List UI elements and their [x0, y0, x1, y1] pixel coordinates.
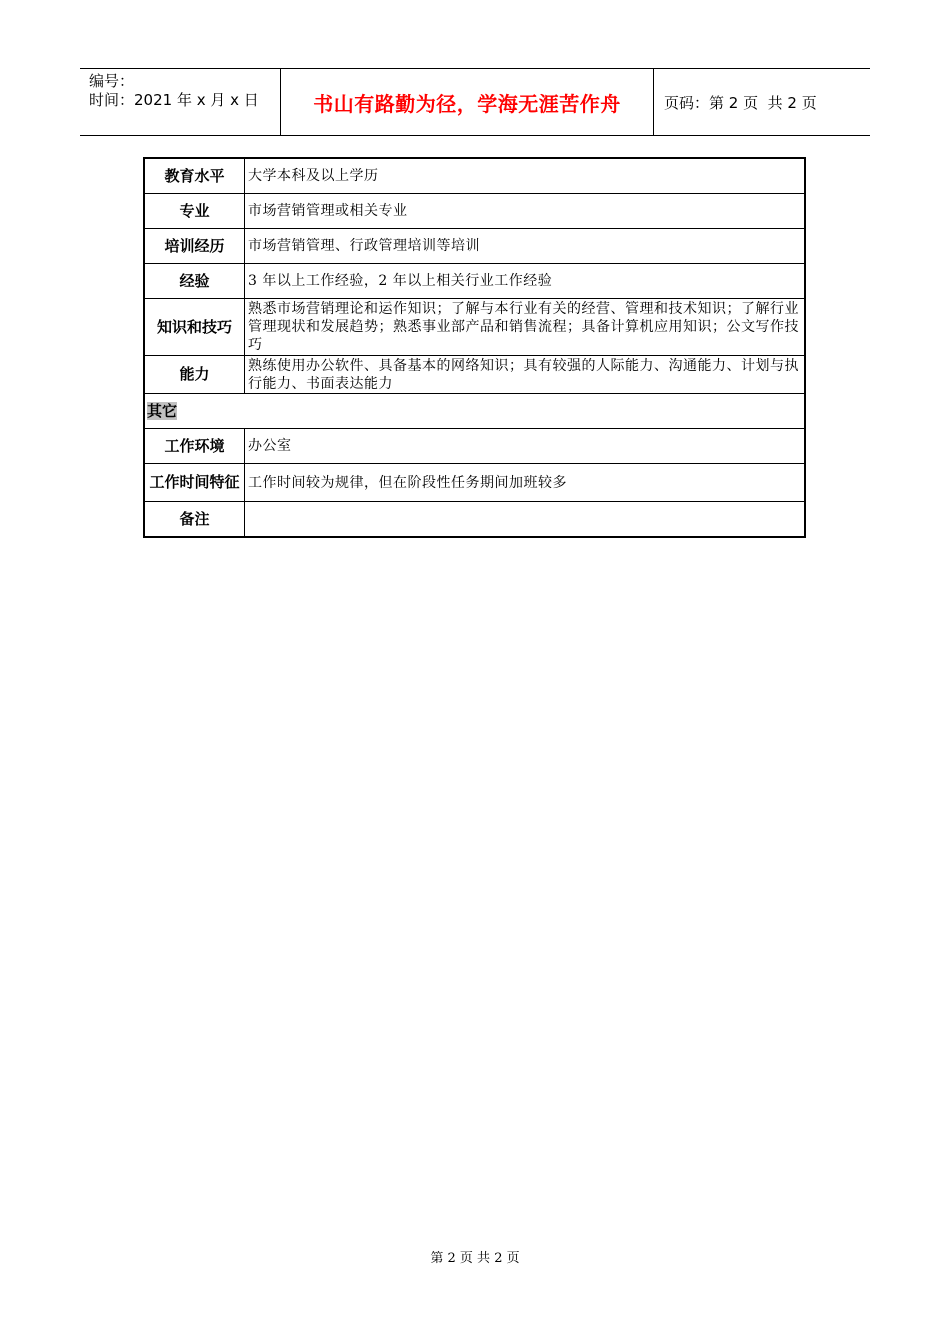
- section-cell: [144, 394, 805, 429]
- job-requirements-table: [143, 157, 806, 538]
- row-value: 工作时间较为规律，但在阶段性任务期间加班较多: [245, 464, 806, 502]
- row-label: 经验: [144, 264, 245, 299]
- row-value: 熟悉市场营销理论和运作知识；了解与本行业有关的经营、管理和技术知识；了解行业管理现状和发展趋势；熟悉事业部产品和销售流程；具备计算机应用知识；公文写作技巧: [245, 299, 806, 356]
- section-row: [144, 394, 805, 429]
- page-header: [80, 68, 870, 136]
- table-row: [144, 502, 805, 538]
- code-label: 编号：: [89, 72, 135, 90]
- time-label: 时间：2021 年 x 月 x 日: [89, 91, 259, 109]
- table-row: [144, 194, 805, 229]
- row-value: 市场营销管理、行政管理培训等培训: [245, 229, 806, 264]
- table-row: [144, 229, 805, 264]
- table-row: [144, 264, 805, 299]
- row-value: 市场营销管理或相关专业: [245, 194, 806, 229]
- row-label: 知识和技巧: [144, 299, 245, 356]
- table-row: [144, 158, 805, 194]
- header-page-info: 页码：第 2 页 共 2 页: [664, 93, 817, 112]
- header-meta: [80, 69, 281, 135]
- row-label: 工作时间特征: [144, 464, 245, 502]
- row-label: 能力: [144, 356, 245, 394]
- section-title: 其它: [147, 402, 178, 420]
- row-label: 培训经历: [144, 229, 245, 264]
- row-label: 教育水平: [144, 158, 245, 194]
- row-value: 3 年以上工作经验，2 年以上相关行业工作经验: [245, 264, 806, 299]
- table-row: [144, 299, 805, 356]
- row-value: 熟练使用办公软件、具备基本的网络知识；具有较强的人际能力、沟通能力、计划与执行能力、书面表达能力: [245, 356, 806, 394]
- header-motto: 书山有路勤为径，学海无涯苦作舟: [281, 69, 654, 135]
- table-row: [144, 464, 805, 502]
- page-footer: 第 2 页 共 2 页: [430, 1251, 520, 1266]
- row-label: 专业: [144, 194, 245, 229]
- row-label: 工作环境: [144, 429, 245, 464]
- row-value: 大学本科及以上学历: [245, 158, 806, 194]
- row-value: 办公室: [245, 429, 806, 464]
- row-label: 备注: [144, 502, 245, 538]
- table-row: [144, 429, 805, 464]
- row-value: [245, 502, 806, 538]
- table-row: [144, 356, 805, 394]
